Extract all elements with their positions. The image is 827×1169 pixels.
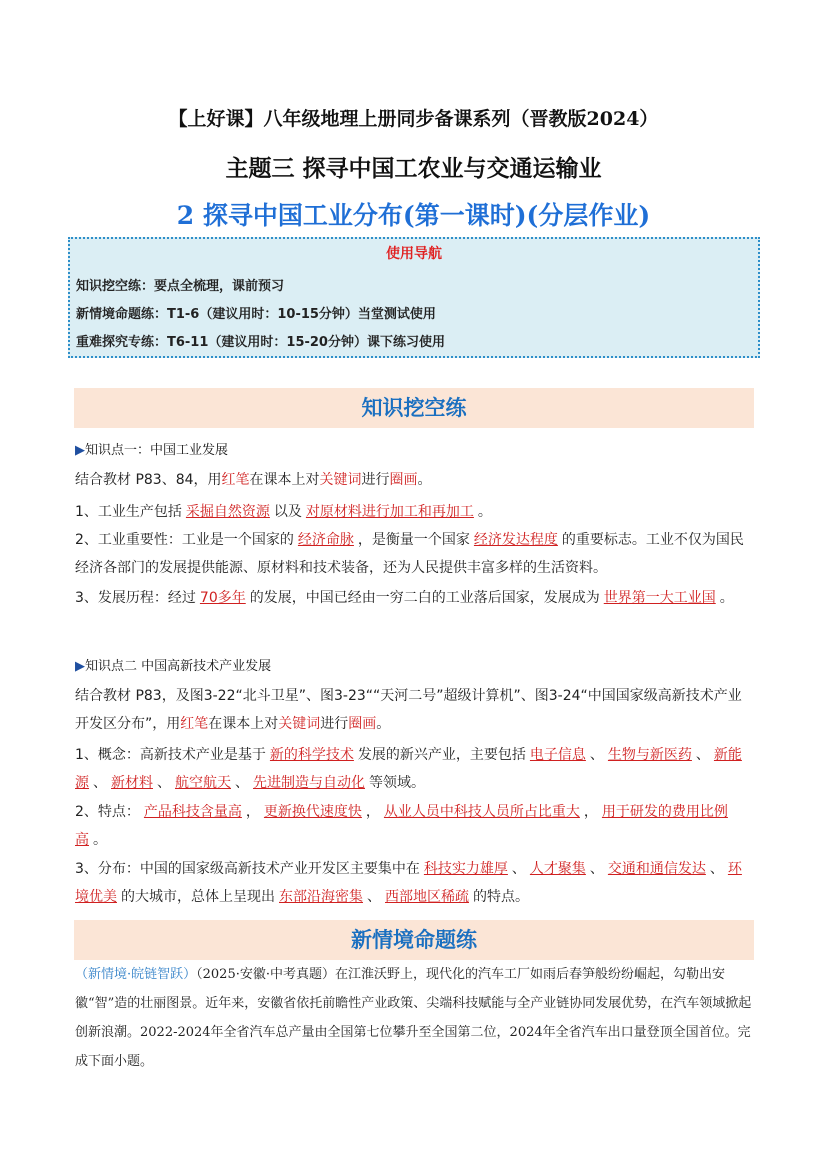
section-title-new-context: 新情境命题练 (74, 920, 754, 960)
theme-title: 主题三 探寻中国工农业与交通运输业 (225, 156, 602, 182)
guide-line-3: 重难探究专练：T6-11（建议用时：15-20分钟）课下练习使用 (76, 335, 445, 350)
kp2-item-2: 2、特点： 产品科技含量高 ， 更新换代速度快 ， 从业人员中科技人员所占比重大 ， 用于研发的费用比例高 。 (75, 804, 728, 848)
series-title: 【上好课】八年级地理上册同步备课系列（晋教版2024） (168, 108, 659, 130)
triangle-bullet-icon: ▶ (75, 659, 85, 674)
guide-title: 使用导航 (386, 246, 442, 262)
usage-guide-box (68, 237, 760, 358)
kp1-item-2: 2、工业重要性：工业是一个国家的 经济命脉 ，是衡量一个国家 经济发达程度 的重要标志。工业不仅为国民经济各部门的发展提供能源、原材料和技术装备，还为人民提供丰富多样的生活资料。 (75, 532, 744, 576)
triangle-bullet-icon: ▶ (75, 443, 85, 458)
guide-line-2: 新情境命题练：T1-6（建议用时：10-15分钟）当堂测试使用 (76, 307, 436, 322)
lesson-title: 2 探寻中国工业分布(第一课时)(分层作业) (176, 201, 651, 230)
kp1-item-3: 3、发展历程：经过 70多年 的发展，中国已经由一穷二白的工业落后国家，发展成为 世界第一大工业国 。 (75, 590, 734, 606)
passage-text: （2025·安徽·中考真题）在江淮沃野上，现代化的汽车工厂如雨后春笋般纷纷崛起，勾勒出安徽“智”造的壮丽图景。近年来，安徽省依托前瞻性产业政策、尖端科技赋能与全产业链协同发展优势，在汽车领域掀起创新浪潮。2022-2024年全省汽车总产量由全国第七位攀升至全国第二位，2024年全省汽车出口量登顶全国首位。完成下面小题。 (75, 967, 752, 1069)
kp1-intro: 结合教材 P83、84，用红笔在课本上对关键词进行圈画。 (75, 472, 432, 488)
knowledge-point-2-heading: ▶知识点二 中国高新技术产业发展 (75, 659, 272, 674)
kp2-item-3: 3、分布：中国的国家级高新技术产业开发区主要集中在 科技实力雄厚 、 人才聚集 、 交通和通信发达 、 环境优美 的大城市，总体上呈现出 东部沿海密集 、 西部地区稀疏 的特点。 (75, 861, 742, 905)
guide-line-1: 知识挖空练：要点全梳理，课前预习 (76, 279, 285, 294)
knowledge-point-1-heading: ▶知识点一：中国工业发展 (75, 443, 229, 458)
context-tag: （新情境·皖链智跃） (75, 967, 197, 982)
new-context-passage (75, 960, 755, 1076)
kp2-intro: 结合教材 P83，及图3-22“北斗卫星”、图3-23““天河二号”超级计算机”、图3-24“中国国家级高新技术产业开发区分布”，用红笔在课本上对关键词进行圈画。 (75, 688, 742, 732)
section-title-knowledge: 知识挖空练 (74, 388, 754, 428)
kp1-item-1: 1、工业生产包括 采掘自然资源 以及 对原材料进行加工和再加工 。 (75, 504, 492, 520)
kp2-item-1: 1、概念：高新技术产业是基于 新的科学技术 发展的新兴产业，主要包括 电子信息 、 生物与新医药 、 新能源 、 新材料 、 航空航天 、 先进制造与自动化 等领域。 (75, 747, 742, 791)
